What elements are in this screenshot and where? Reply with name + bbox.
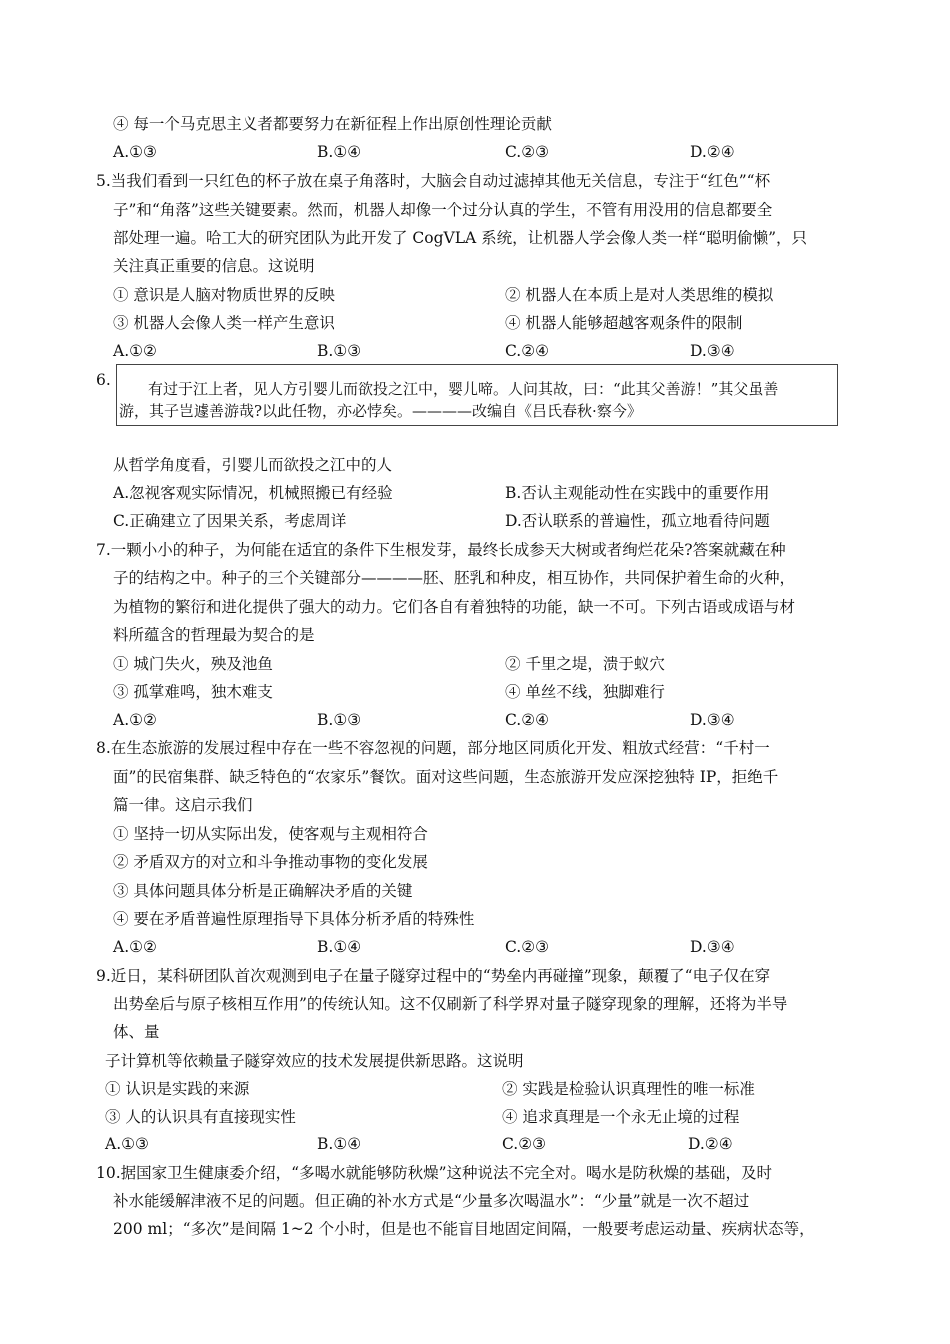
- q6-number: 6.: [96, 371, 111, 389]
- q5-item-1: ① 意识是人脑对物质世界的反映: [113, 286, 335, 304]
- q4-option-d[interactable]: D.②④: [690, 143, 735, 161]
- q5-option-b[interactable]: B.①③: [317, 342, 362, 360]
- q8-stem-line-3: 篇一律。这启示我们: [113, 796, 253, 814]
- q5-option-d[interactable]: D.③④: [690, 342, 735, 360]
- q5-stem-line-1: 5.当我们看到一只红色的杯子放在桌子角落时，大脑会自动过滤掉其他无关信息，专注于“红色”“杯: [96, 172, 771, 190]
- q8-option-d[interactable]: D.③④: [690, 938, 735, 956]
- q9-option-b[interactable]: B.①④: [317, 1135, 362, 1153]
- q7-option-c[interactable]: C.②④: [505, 711, 550, 729]
- q7-option-b[interactable]: B.①③: [317, 711, 362, 729]
- q7-stem-line-2: 子的结构之中。种子的三个关键部分————胚、胚乳和种皮，相互协作，共同保护着生命的火种，: [113, 569, 796, 587]
- q8-item-1: ① 坚持一切从实际出发，使客观与主观相符合: [113, 825, 428, 843]
- q9-item-2: ② 实践是检验认识真理性的唯一标准: [502, 1080, 755, 1098]
- q5-stem-line-4: 关注真正重要的信息。这说明: [113, 257, 315, 275]
- q10-stem-line-2: 补水能缓解津液不足的问题。但正确的补水方式是“少量多次喝温水”：“少量”就是一次不超过: [113, 1192, 750, 1210]
- q9-stem-line-4: 子计算机等依赖量子隧穿效应的技术发展提供新思路。这说明: [105, 1052, 524, 1070]
- q9-stem-line-1: 9.近日，某科研团队首次观测到电子在量子隧穿过程中的“势垒内再碰撞”现象，颠覆了“电子仅在穿: [96, 967, 771, 985]
- q5-option-a[interactable]: A.①②: [113, 342, 157, 360]
- q6-option-a[interactable]: A.忽视客观实际情况，机械照搬已有经验: [113, 484, 393, 502]
- q8-item-2: ② 矛盾双方的对立和斗争推动事物的变化发展: [113, 853, 428, 871]
- q8-item-4: ④ 要在矛盾普遍性原理指导下具体分析矛盾的特殊性: [113, 910, 475, 928]
- q7-stem-line-4: 料所蕴含的哲理最为契合的是: [113, 626, 315, 644]
- q5-option-c[interactable]: C.②④: [505, 342, 550, 360]
- q7-stem-line-3: 为植物的繁衍和进化提供了强大的动力。它们各自有着独特的功能，缺一不可。下列古语或成语与材: [113, 598, 796, 616]
- q9-item-1: ① 认识是实践的来源: [105, 1080, 250, 1098]
- q4-option-b[interactable]: B.①④: [317, 143, 362, 161]
- q9-item-4: ④ 追求真理是一个永无止境的过程: [502, 1108, 740, 1126]
- q7-item-2: ② 千里之堤，溃于蚁穴: [505, 655, 665, 673]
- q8-stem-line-1: 8.在生态旅游的发展过程中存在一些不容忽视的问题，部分地区同质化开发、粗放式经营：“千村一: [96, 739, 770, 757]
- q7-option-d[interactable]: D.③④: [690, 711, 735, 729]
- q10-stem-line-1: 10.据国家卫生健康委介绍，“多喝水就能够防秋燥”这种说法不完全对。喝水是防秋燥的基础，及时: [96, 1164, 773, 1182]
- q9-stem-line-3: 体、量: [113, 1023, 160, 1041]
- q5-item-3: ③ 机器人会像人类一样产生意识: [113, 314, 335, 332]
- q8-option-c[interactable]: C.②③: [505, 938, 550, 956]
- q6-stem: 从哲学角度看，引婴儿而欲投之江中的人: [113, 456, 393, 474]
- q10-stem-line-3: 200 ml；“多次”是间隔 1~2 个小时，但是也不能盲目地固定间隔，一般要考虑运动量、疾病状态等，: [113, 1220, 815, 1238]
- q6-option-c[interactable]: C.正确建立了因果关系，考虑周详: [113, 512, 347, 530]
- q8-stem-line-2: 面”的民宿集群、缺乏特色的“农家乐”餐饮。面对这些问题，生态旅游开发应深挖独特 IP，拒绝千: [113, 768, 779, 786]
- q6-quote-line-2: 游，其子岂遽善游哉?以此任物，亦必悖矣。————改编自《吕氏春秋·察今》: [119, 402, 642, 420]
- q5-stem-line-3: 部处理一遍。哈工大的研究团队为此开发了 CogVLA 系统，让机器人学会像人类一样“聪明偷懒”，只: [113, 229, 807, 247]
- q5-item-2: ② 机器人在本质上是对人类思维的模拟: [505, 286, 774, 304]
- q6-option-d[interactable]: D.否认联系的普遍性，孤立地看待问题: [505, 512, 770, 530]
- q6-quote-line-1: 有过于江上者，见人方引婴儿而欲投之江中，婴儿啼。人问其故，曰：“此其父善游！”其父虽善: [148, 380, 779, 398]
- q8-option-a[interactable]: A.①②: [113, 938, 157, 956]
- q9-item-3: ③ 人的认识具有直接现实性: [105, 1108, 296, 1126]
- q8-option-b[interactable]: B.①④: [317, 938, 362, 956]
- q7-item-1: ① 城门失火，殃及池鱼: [113, 655, 273, 673]
- q5-item-4: ④ 机器人能够超越客观条件的限制: [505, 314, 743, 332]
- q8-item-3: ③ 具体问题具体分析是正确解决矛盾的关键: [113, 882, 413, 900]
- q4-option-a[interactable]: A.①③: [113, 143, 157, 161]
- q4-option-c[interactable]: C.②③: [505, 143, 550, 161]
- q6-quote-box: [116, 364, 838, 426]
- q9-stem-line-2: 出势垒后与原子核相互作用”的传统认知。这不仅刷新了科学界对量子隧穿现象的理解，还将为半导: [113, 995, 788, 1013]
- q9-option-c[interactable]: C.②③: [502, 1135, 547, 1153]
- q7-item-3: ③ 孤掌难鸣，独木难支: [113, 683, 273, 701]
- q9-option-a[interactable]: A.①③: [105, 1135, 149, 1153]
- q4-item-4: ④ 每一个马克思主义者都要努力在新征程上作出原创性理论贡献: [113, 115, 552, 133]
- q7-item-4: ④ 单丝不线，独脚难行: [505, 683, 665, 701]
- q5-stem-line-2: 子”和“角落”这些关键要素。然而，机器人却像一个过分认真的学生，不管有用没用的信息都要全: [113, 201, 773, 219]
- q7-option-a[interactable]: A.①②: [113, 711, 157, 729]
- q7-stem-line-1: 7.一颗小小的种子，为何能在适宜的条件下生根发芽，最终长成参天大树或者绚烂花朵?答案就藏在种: [96, 541, 786, 559]
- q6-option-b[interactable]: B.否认主观能动性在实践中的重要作用: [505, 484, 770, 502]
- q9-option-d[interactable]: D.②④: [688, 1135, 733, 1153]
